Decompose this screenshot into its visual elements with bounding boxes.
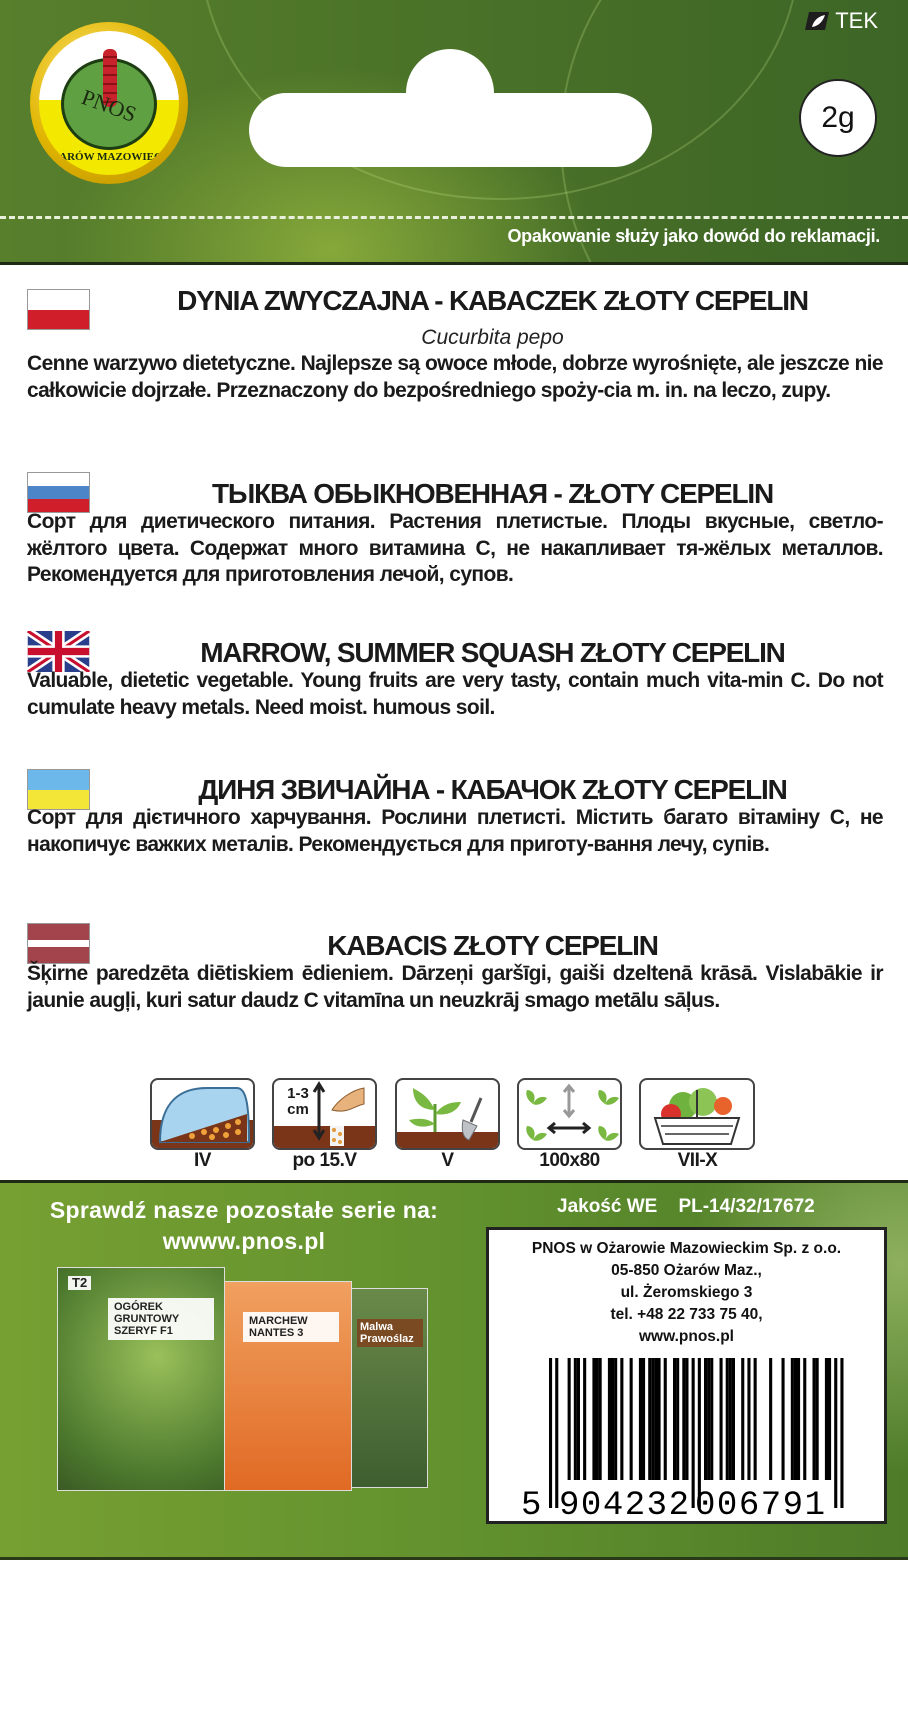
packet-image-marchew bbox=[222, 1281, 352, 1491]
harvest-basket-icon bbox=[639, 1078, 755, 1150]
weight-badge: 2g bbox=[799, 79, 877, 157]
barcode-bar bbox=[782, 1358, 785, 1480]
latin-name: Cucurbita pepo bbox=[421, 326, 564, 349]
barcode-bar bbox=[648, 1358, 651, 1480]
pnos-logo bbox=[30, 22, 188, 184]
barcode-bar bbox=[732, 1358, 735, 1480]
leaf-icon bbox=[805, 10, 831, 32]
packet-name: MARCHEW NANTES 3 bbox=[243, 1312, 339, 1342]
barcode-bar bbox=[642, 1358, 645, 1480]
barcode-bar bbox=[741, 1358, 744, 1480]
series-badge-text: TEK bbox=[835, 8, 878, 33]
description-ua: Сорт для дієтичного харчування. Рослини плетисті. Містить багато вітаміну С, не накопичує важких металів. Рекомендується для приготу-вання лечу, супів. bbox=[27, 806, 883, 856]
barcode-bar bbox=[658, 1358, 661, 1480]
description-ru: Сорт для диетического питания. Растения плетистые. Плоды вкусные, светло-жёлтого цвета. Содержат много витамина С, не накапливает тя-жёлых металлов. Рекомендуется для приготовления лечой, супов. bbox=[27, 510, 883, 586]
barcode bbox=[519, 1358, 849, 1518]
barcode-bar bbox=[568, 1358, 571, 1480]
barcode-bar bbox=[682, 1358, 685, 1480]
barcode-bar bbox=[828, 1358, 831, 1480]
barcode-bar bbox=[673, 1358, 676, 1480]
footer-panel bbox=[0, 1180, 908, 1560]
complaint-notice: Opakowanie służy jako dowód do reklamacji. bbox=[507, 226, 880, 246]
barcode-bar bbox=[791, 1358, 794, 1480]
barcode-bar bbox=[707, 1358, 710, 1480]
title-ru: ТЫКВА ОБЫКНОВЕННАЯ - ZŁOTY CEPELIN bbox=[212, 478, 773, 509]
barcode-digits-left: 904232 bbox=[559, 1487, 689, 1518]
barcode-bar bbox=[574, 1358, 577, 1480]
package-header bbox=[0, 0, 908, 265]
barcode-bar bbox=[797, 1358, 800, 1480]
packet-image-ogorek bbox=[57, 1267, 225, 1491]
tear-line bbox=[0, 216, 908, 219]
direct-sowing-date-label: po 15.V bbox=[292, 1150, 357, 1171]
promo-url[interactable]: wwww.pnos.pl bbox=[162, 1228, 326, 1254]
series-badge bbox=[805, 8, 878, 34]
barcode-bar bbox=[549, 1358, 552, 1508]
barcode-bar bbox=[620, 1358, 623, 1480]
barcode-bar bbox=[834, 1358, 837, 1508]
barcode-bar bbox=[630, 1358, 633, 1480]
barcode-bar bbox=[654, 1358, 657, 1480]
address-line: tel. +48 22 733 75 40, bbox=[610, 1306, 763, 1323]
barcode-bar bbox=[555, 1358, 558, 1508]
barcode-bar bbox=[726, 1358, 729, 1480]
producer-box bbox=[486, 1227, 887, 1524]
flag-poland-icon bbox=[27, 289, 90, 330]
flag-ukraine-icon bbox=[27, 769, 90, 810]
planting-icon bbox=[395, 1078, 500, 1150]
barcode-bar bbox=[692, 1358, 695, 1508]
barcode-digit-first: 5 bbox=[521, 1487, 542, 1518]
barcode-bar bbox=[704, 1358, 707, 1480]
barcode-bar bbox=[676, 1358, 679, 1480]
quality-mark bbox=[557, 1196, 815, 1218]
planting-month-label: V bbox=[441, 1150, 454, 1171]
barcode-digits-right: 006791 bbox=[695, 1487, 825, 1518]
sowing-depth-text: 1-3 cm bbox=[287, 1085, 309, 1118]
barcode-bar bbox=[698, 1358, 701, 1508]
barcode-bar bbox=[816, 1358, 819, 1480]
title-pl: DYNIA ZWYCZAJNA - KABACZEK ZŁOTY CEPELIN bbox=[177, 285, 808, 316]
barcode-bar bbox=[747, 1358, 750, 1480]
barcode-bar bbox=[664, 1358, 667, 1480]
barcode-bar bbox=[729, 1358, 732, 1480]
flag-russia-icon bbox=[27, 472, 90, 513]
packet-name: Malwa Prawoślaz bbox=[357, 1319, 423, 1347]
description-pl: Cenne warzywo dietetyczne. Najlepsze są owoce młode, dobrze wyrośnięte, ale jeszcze nie całkowicie dojrzałe. Przeznaczony do bezpośredniego spoży-cia m. in. na leczo, zupy. bbox=[27, 352, 883, 402]
flag-latvia-icon bbox=[27, 923, 90, 964]
promo-text: Sprawdź nasze pozostałe serie na: bbox=[49, 1197, 439, 1223]
greenhouse-sowing-icon bbox=[150, 1078, 255, 1150]
barcode-bar bbox=[596, 1358, 599, 1480]
certificate-number: PL-14/32/17672 bbox=[678, 1196, 815, 1217]
barcode-bar bbox=[813, 1358, 816, 1480]
harvest-months-label: VII-X bbox=[677, 1150, 718, 1171]
logo-ring-text: OŻARÓW MAZOWIECKI bbox=[43, 151, 175, 163]
barcode-bar bbox=[769, 1358, 772, 1480]
address-line: ul. Żeromskiego 3 bbox=[620, 1284, 753, 1301]
barcode-bar bbox=[639, 1358, 642, 1480]
barcode-bar bbox=[825, 1358, 828, 1480]
barcode-bar bbox=[710, 1358, 713, 1480]
packet-name: OGÓREK GRUNTOWY SZERYF F1 bbox=[108, 1298, 214, 1340]
title-ua: ДИНЯ ЗВИЧАЙНА - КАБАЧОК ZŁOTY CEPELIN bbox=[198, 774, 787, 805]
title-en: MARROW, SUMMER SQUASH ZŁOTY CEPELIN bbox=[200, 637, 785, 668]
logo-monogram: PNOS bbox=[78, 84, 140, 127]
spacing-label: 100x80 bbox=[539, 1150, 600, 1171]
website-link[interactable]: www.pnos.pl bbox=[638, 1328, 734, 1345]
sowing-month-label: IV bbox=[194, 1150, 211, 1171]
hang-hole bbox=[249, 93, 652, 167]
barcode-bar bbox=[685, 1358, 688, 1480]
barcode-bar bbox=[840, 1358, 843, 1508]
packet-badge: T2 bbox=[68, 1276, 91, 1290]
barcode-bar bbox=[583, 1358, 586, 1480]
barcode-bar bbox=[608, 1358, 611, 1480]
barcode-bar bbox=[754, 1358, 757, 1480]
address-line: 05-850 Ożarów Maz., bbox=[611, 1262, 762, 1279]
barcode-bar bbox=[614, 1358, 617, 1480]
barcode-bar bbox=[720, 1358, 723, 1480]
barcode-bar bbox=[577, 1358, 580, 1480]
barcode-bar bbox=[803, 1358, 806, 1480]
barcode-bar bbox=[611, 1358, 614, 1480]
quality-label: Jakość WE bbox=[557, 1196, 658, 1217]
barcode-bar bbox=[651, 1358, 654, 1480]
barcode-bar bbox=[599, 1358, 602, 1480]
address-line: PNOS w Ożarowie Mazowieckim Sp. z o.o. bbox=[531, 1240, 842, 1257]
description-en: Valuable, dietetic vegetable. Young fruits are very tasty, contain much vita-min C. Do not cumulate heavy metals. Need moist. humous soil. bbox=[27, 669, 883, 719]
spacing-icon bbox=[517, 1078, 622, 1150]
sowing-depth-icon bbox=[272, 1078, 377, 1150]
title-lv: KABACIS ZŁOTY CEPELIN bbox=[327, 930, 658, 961]
flag-uk-icon bbox=[27, 631, 90, 672]
barcode-bar bbox=[794, 1358, 797, 1480]
barcode-bar bbox=[592, 1358, 595, 1480]
description-lv: Šķirne paredzēta diētiskiem ēdieniem. Dārzeņi garšīgi, gaiši dzeltenā krāsā. Vislabākie ir jaunie augļi, kuri satur daudz C vitamīna un neuzkrāj smago metālu sāļus. bbox=[27, 962, 883, 1012]
